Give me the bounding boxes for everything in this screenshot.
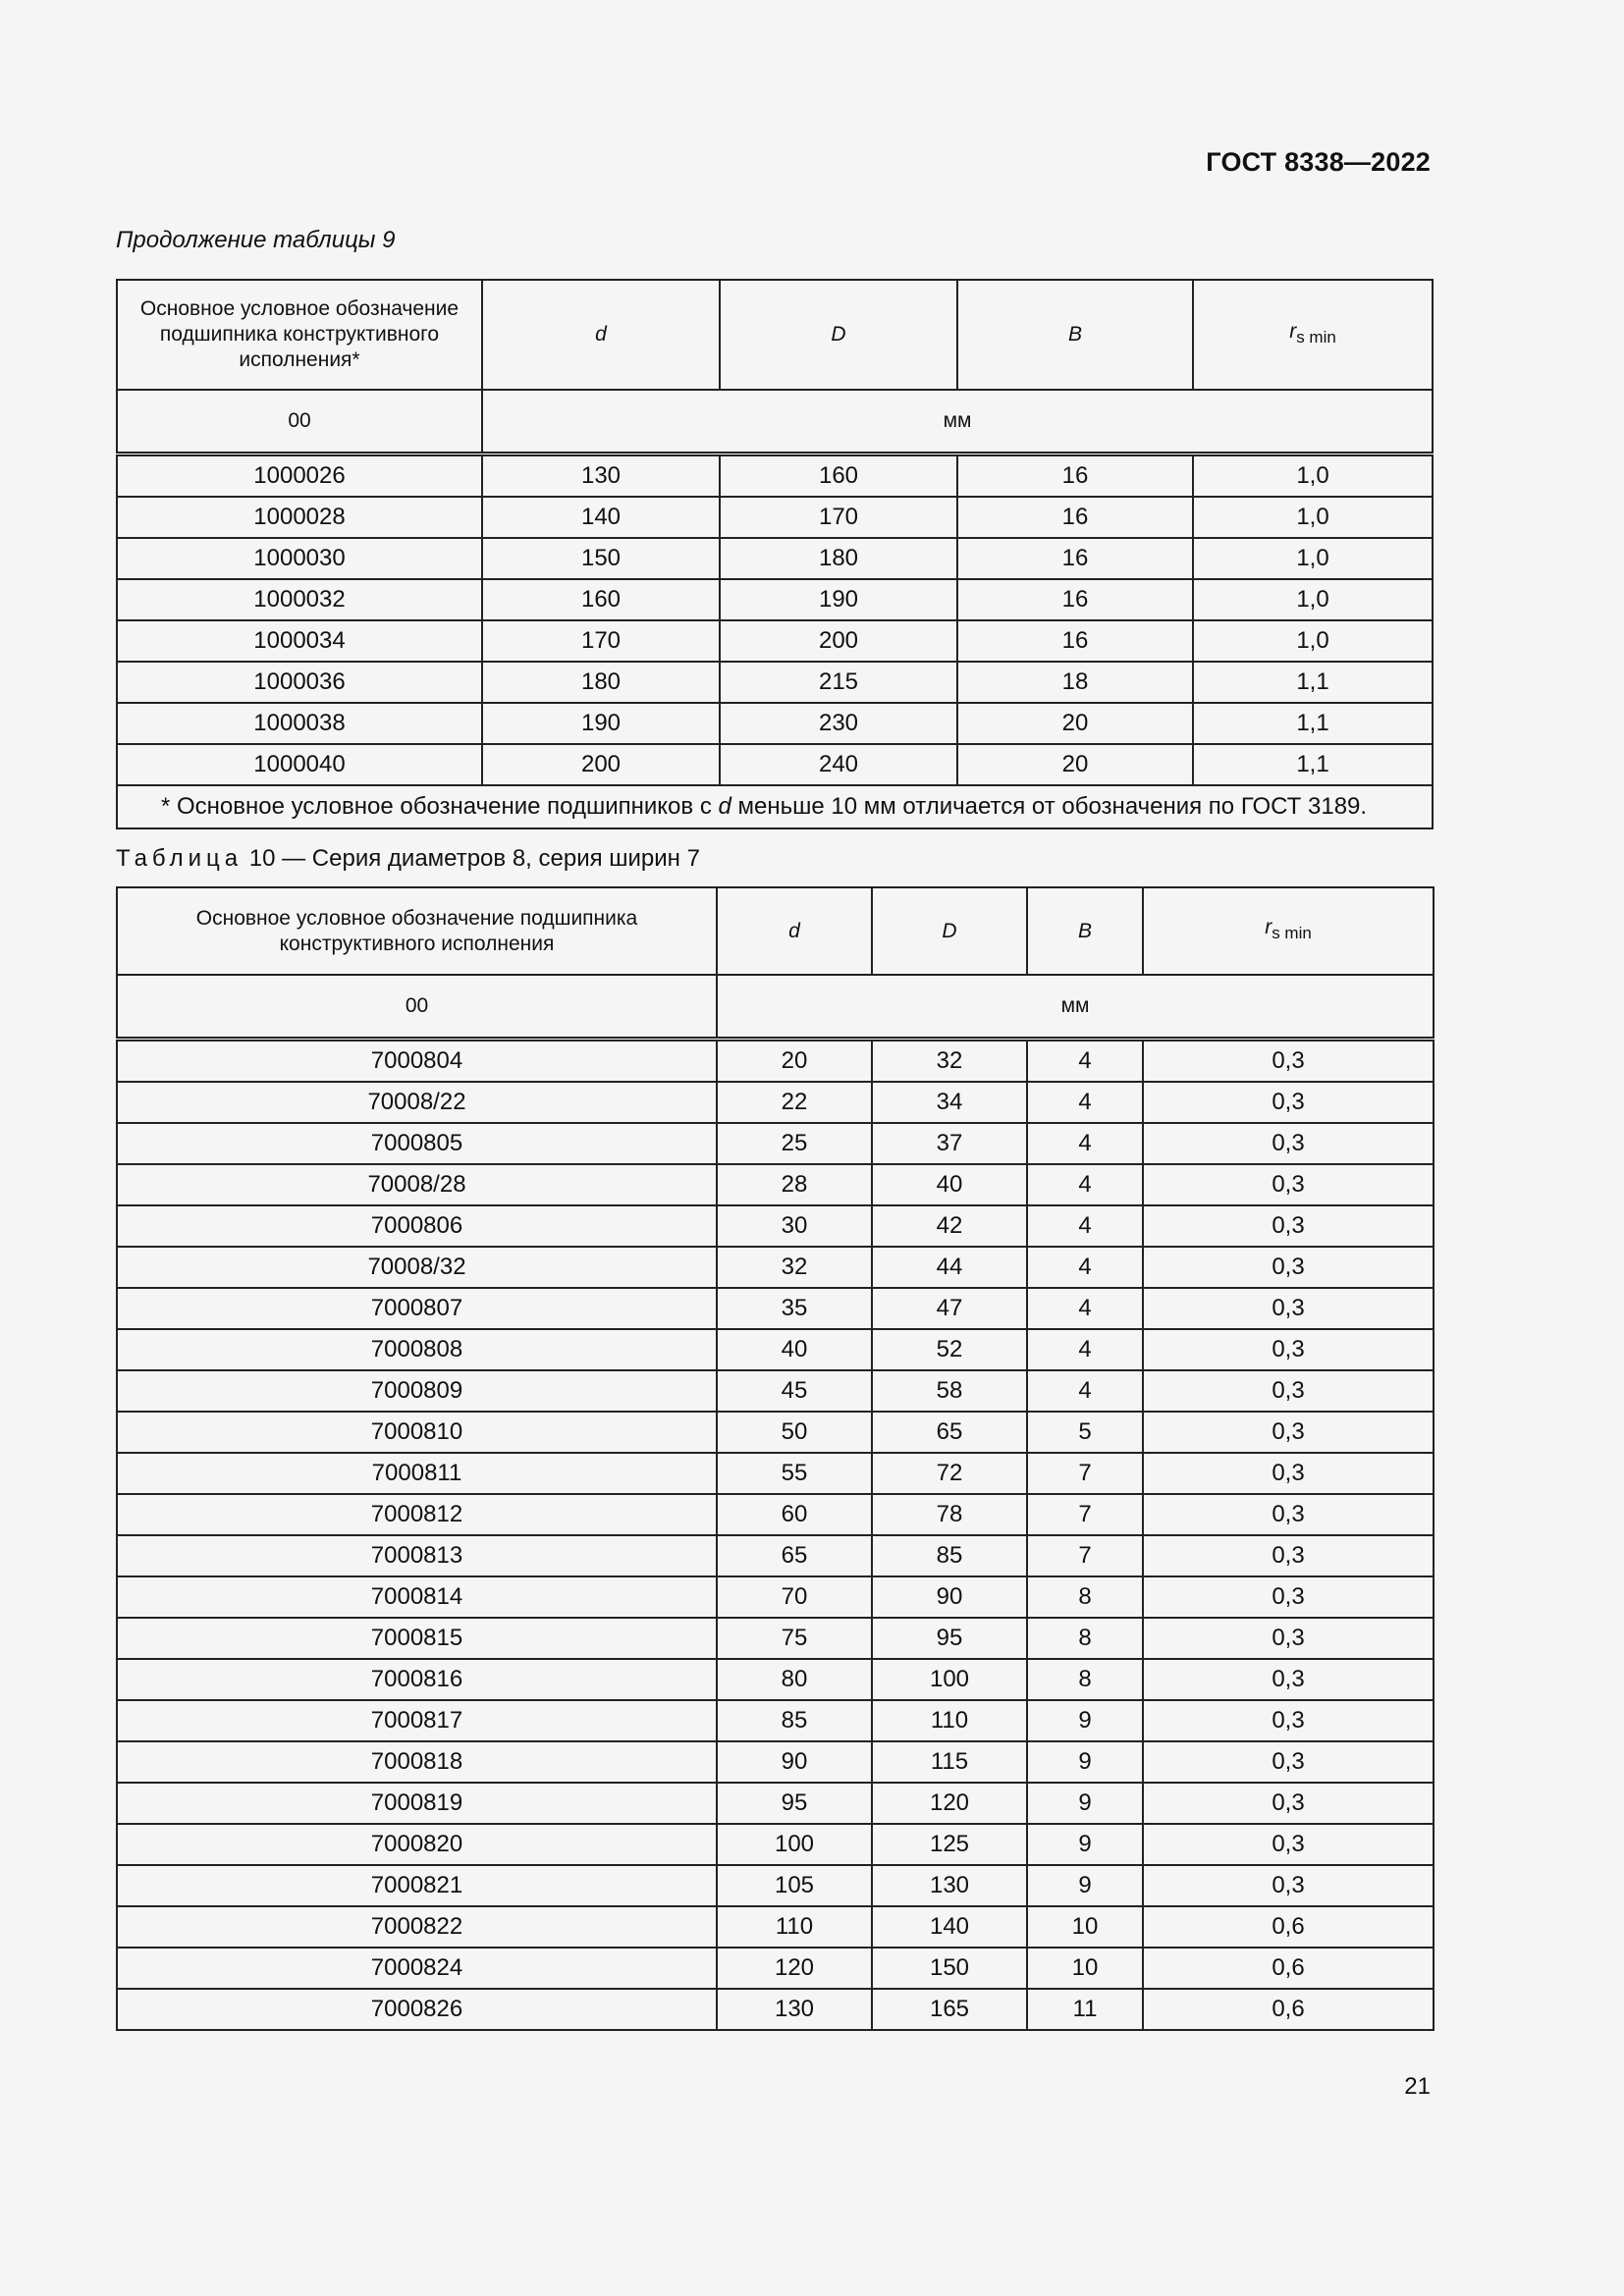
cell-designation: 7000816 <box>117 1659 717 1700</box>
cell-D: 47 <box>872 1288 1027 1329</box>
table-row <box>117 579 1433 620</box>
cell-designation: 7000824 <box>117 1948 717 1989</box>
table10-caption <box>116 845 700 873</box>
table-row <box>117 1370 1434 1412</box>
col-header-rsmin <box>1193 280 1433 390</box>
table-row <box>117 1205 1434 1247</box>
cell-rsmin: 0,6 <box>1143 1989 1434 2030</box>
cell-d: 80 <box>717 1659 872 1700</box>
cell-D: 180 <box>720 538 957 579</box>
cell-rsmin: 1,0 <box>1193 579 1433 620</box>
cell-designation: 7000807 <box>117 1288 717 1329</box>
cell-D: 52 <box>872 1329 1027 1370</box>
cell-D: 120 <box>872 1783 1027 1824</box>
cell-B: 9 <box>1027 1783 1143 1824</box>
cell-D: 165 <box>872 1989 1027 2030</box>
cell-B: 20 <box>957 703 1193 744</box>
cell-d: 40 <box>717 1329 872 1370</box>
units-designation: 00 <box>117 975 717 1040</box>
cell-rsmin: 0,3 <box>1143 1288 1434 1329</box>
cell-d: 35 <box>717 1288 872 1329</box>
units-designation: 00 <box>117 390 482 454</box>
cell-designation: 1000038 <box>117 703 482 744</box>
cell-designation: 70008/22 <box>117 1082 717 1123</box>
cell-B: 18 <box>957 662 1193 703</box>
cell-designation: 70008/32 <box>117 1247 717 1288</box>
cell-D: 150 <box>872 1948 1027 1989</box>
table-9 <box>116 279 1434 829</box>
cell-D: 200 <box>720 620 957 662</box>
cell-B: 9 <box>1027 1824 1143 1865</box>
cell-d: 50 <box>717 1412 872 1453</box>
cell-D: 40 <box>872 1164 1027 1205</box>
rsmin-symbol: r <box>1265 916 1272 939</box>
table9-footnote <box>117 785 1433 828</box>
cell-rsmin: 0,3 <box>1143 1741 1434 1783</box>
cell-D: 190 <box>720 579 957 620</box>
cell-B: 4 <box>1027 1082 1143 1123</box>
cell-d: 28 <box>717 1164 872 1205</box>
cell-d: 85 <box>717 1700 872 1741</box>
cell-B: 4 <box>1027 1288 1143 1329</box>
table-row <box>117 497 1433 538</box>
table-row <box>117 1783 1434 1824</box>
table-row <box>117 1453 1434 1494</box>
cell-D: 140 <box>872 1906 1027 1948</box>
table-row <box>117 1247 1434 1288</box>
table-row <box>117 1659 1434 1700</box>
cell-rsmin: 0,3 <box>1143 1824 1434 1865</box>
cell-d: 55 <box>717 1453 872 1494</box>
table-row <box>117 538 1433 579</box>
cell-designation: 7000806 <box>117 1205 717 1247</box>
cell-D: 95 <box>872 1618 1027 1659</box>
cell-B: 20 <box>957 744 1193 785</box>
cell-d: 120 <box>717 1948 872 1989</box>
cell-d: 105 <box>717 1865 872 1906</box>
table-row <box>117 1494 1434 1535</box>
cell-B: 4 <box>1027 1329 1143 1370</box>
cell-d: 130 <box>717 1989 872 2030</box>
cell-rsmin: 0,3 <box>1143 1576 1434 1618</box>
cell-designation: 1000034 <box>117 620 482 662</box>
cell-d: 180 <box>482 662 720 703</box>
table-10 <box>116 886 1435 2031</box>
cell-designation: 7000820 <box>117 1824 717 1865</box>
cell-rsmin: 1,0 <box>1193 454 1433 498</box>
cell-B: 9 <box>1027 1865 1143 1906</box>
table10-caption-word: Таблица <box>116 845 244 872</box>
cell-designation: 7000804 <box>117 1040 717 1083</box>
cell-designation: 7000819 <box>117 1783 717 1824</box>
col-header-d: d <box>717 887 872 975</box>
cell-d: 190 <box>482 703 720 744</box>
table-row <box>117 1700 1434 1741</box>
table-row <box>117 1535 1434 1576</box>
table-row <box>117 1948 1434 1989</box>
cell-rsmin: 0,3 <box>1143 1865 1434 1906</box>
cell-d: 95 <box>717 1783 872 1824</box>
cell-designation: 1000030 <box>117 538 482 579</box>
rsmin-symbol: r <box>1289 319 1297 343</box>
cell-B: 8 <box>1027 1576 1143 1618</box>
rsmin-subscript: s min <box>1272 924 1312 943</box>
cell-rsmin: 0,3 <box>1143 1082 1434 1123</box>
cell-designation: 70008/28 <box>117 1164 717 1205</box>
table-row <box>117 1865 1434 1906</box>
col-header-d: d <box>482 280 720 390</box>
page-number: 21 <box>1404 2073 1431 2100</box>
cell-B: 4 <box>1027 1205 1143 1247</box>
cell-B: 8 <box>1027 1618 1143 1659</box>
cell-d: 45 <box>717 1370 872 1412</box>
cell-B: 11 <box>1027 1989 1143 2030</box>
cell-designation: 7000822 <box>117 1906 717 1948</box>
table-row <box>117 744 1433 785</box>
cell-rsmin: 0,6 <box>1143 1948 1434 1989</box>
cell-B: 16 <box>957 579 1193 620</box>
cell-rsmin: 0,3 <box>1143 1700 1434 1741</box>
cell-designation: 7000812 <box>117 1494 717 1535</box>
cell-d: 110 <box>717 1906 872 1948</box>
cell-D: 215 <box>720 662 957 703</box>
cell-D: 115 <box>872 1741 1027 1783</box>
cell-D: 78 <box>872 1494 1027 1535</box>
table9-units-row <box>117 390 1433 454</box>
cell-rsmin: 0,3 <box>1143 1783 1434 1824</box>
cell-B: 5 <box>1027 1412 1143 1453</box>
cell-D: 58 <box>872 1370 1027 1412</box>
table-row <box>117 620 1433 662</box>
cell-designation: 7000821 <box>117 1865 717 1906</box>
cell-D: 230 <box>720 703 957 744</box>
cell-d: 75 <box>717 1618 872 1659</box>
cell-d: 20 <box>717 1040 872 1083</box>
table-row <box>117 1123 1434 1164</box>
cell-D: 170 <box>720 497 957 538</box>
table10-caption-rest: 10 — Серия диаметров 8, серия ширин 7 <box>243 845 700 872</box>
col-header-designation: Основное условное обозначение подшипника конструктивного исполнения* <box>117 280 482 390</box>
cell-B: 9 <box>1027 1700 1143 1741</box>
cell-designation: 1000032 <box>117 579 482 620</box>
cell-rsmin: 1,1 <box>1193 744 1433 785</box>
table-row <box>117 1989 1434 2030</box>
cell-designation: 1000028 <box>117 497 482 538</box>
table-row <box>117 1082 1434 1123</box>
cell-rsmin: 0,3 <box>1143 1618 1434 1659</box>
cell-rsmin: 0,3 <box>1143 1453 1434 1494</box>
cell-d: 25 <box>717 1123 872 1164</box>
cell-D: 37 <box>872 1123 1027 1164</box>
cell-rsmin: 0,3 <box>1143 1494 1434 1535</box>
cell-d: 150 <box>482 538 720 579</box>
cell-B: 10 <box>1027 1948 1143 1989</box>
cell-d: 30 <box>717 1205 872 1247</box>
cell-D: 44 <box>872 1247 1027 1288</box>
cell-rsmin: 0,3 <box>1143 1329 1434 1370</box>
footnote-text-a: * Основное условное обозначение подшипников с <box>161 793 719 820</box>
cell-B: 16 <box>957 538 1193 579</box>
table10-units-row <box>117 975 1434 1040</box>
table9-header-row <box>117 280 1433 390</box>
cell-rsmin: 0,3 <box>1143 1247 1434 1288</box>
cell-designation: 7000811 <box>117 1453 717 1494</box>
cell-B: 4 <box>1027 1247 1143 1288</box>
cell-d: 65 <box>717 1535 872 1576</box>
cell-B: 16 <box>957 620 1193 662</box>
table-row <box>117 1741 1434 1783</box>
cell-d: 140 <box>482 497 720 538</box>
cell-designation: 7000805 <box>117 1123 717 1164</box>
cell-d: 130 <box>482 454 720 498</box>
cell-D: 125 <box>872 1824 1027 1865</box>
table-row <box>117 1040 1434 1083</box>
cell-D: 110 <box>872 1700 1027 1741</box>
cell-rsmin: 0,3 <box>1143 1412 1434 1453</box>
cell-rsmin: 0,6 <box>1143 1906 1434 1948</box>
cell-B: 4 <box>1027 1040 1143 1083</box>
rsmin-subscript: s min <box>1296 328 1336 347</box>
cell-d: 160 <box>482 579 720 620</box>
cell-designation: 7000808 <box>117 1329 717 1370</box>
cell-B: 16 <box>957 454 1193 498</box>
cell-B: 8 <box>1027 1659 1143 1700</box>
table10-header-row <box>117 887 1434 975</box>
table-row <box>117 1412 1434 1453</box>
cell-rsmin: 1,0 <box>1193 620 1433 662</box>
table-row <box>117 1906 1434 1948</box>
cell-rsmin: 1,1 <box>1193 662 1433 703</box>
cell-d: 170 <box>482 620 720 662</box>
footnote-d-symbol: d <box>718 793 731 820</box>
cell-D: 160 <box>720 454 957 498</box>
standard-code: ГОСТ 8338—2022 <box>1206 147 1431 177</box>
cell-D: 130 <box>872 1865 1027 1906</box>
cell-B: 4 <box>1027 1164 1143 1205</box>
table-row <box>117 1329 1434 1370</box>
table-row <box>117 1824 1434 1865</box>
cell-d: 22 <box>717 1082 872 1123</box>
cell-d: 100 <box>717 1824 872 1865</box>
cell-B: 10 <box>1027 1906 1143 1948</box>
table9-footnote-row <box>117 785 1433 828</box>
cell-designation: 1000036 <box>117 662 482 703</box>
cell-D: 42 <box>872 1205 1027 1247</box>
cell-d: 200 <box>482 744 720 785</box>
cell-designation: 7000818 <box>117 1741 717 1783</box>
cell-designation: 7000813 <box>117 1535 717 1576</box>
cell-rsmin: 0,3 <box>1143 1164 1434 1205</box>
cell-d: 90 <box>717 1741 872 1783</box>
cell-designation: 7000810 <box>117 1412 717 1453</box>
cell-rsmin: 0,3 <box>1143 1205 1434 1247</box>
cell-designation: 1000026 <box>117 454 482 498</box>
table-row <box>117 1618 1434 1659</box>
cell-rsmin: 0,3 <box>1143 1370 1434 1412</box>
cell-designation: 7000817 <box>117 1700 717 1741</box>
cell-D: 65 <box>872 1412 1027 1453</box>
footnote-text-b: меньше 10 мм отличается от обозначения по ГОСТ 3189. <box>731 793 1368 820</box>
cell-rsmin: 0,3 <box>1143 1659 1434 1700</box>
cell-D: 34 <box>872 1082 1027 1123</box>
col-header-B: B <box>1027 887 1143 975</box>
cell-d: 60 <box>717 1494 872 1535</box>
cell-B: 7 <box>1027 1494 1143 1535</box>
cell-rsmin: 1,1 <box>1193 703 1433 744</box>
table-row <box>117 454 1433 498</box>
col-header-D: D <box>872 887 1027 975</box>
cell-rsmin: 0,3 <box>1143 1535 1434 1576</box>
cell-d: 32 <box>717 1247 872 1288</box>
cell-D: 72 <box>872 1453 1027 1494</box>
col-header-designation: Основное условное обозначение подшипника конструктивного исполнения <box>117 887 717 975</box>
col-header-D: D <box>720 280 957 390</box>
table9-caption: Продолжение таблицы 9 <box>116 227 396 253</box>
units-mm: мм <box>482 390 1433 454</box>
cell-D: 90 <box>872 1576 1027 1618</box>
cell-designation: 7000814 <box>117 1576 717 1618</box>
cell-designation: 7000815 <box>117 1618 717 1659</box>
table-row <box>117 703 1433 744</box>
cell-D: 85 <box>872 1535 1027 1576</box>
cell-D: 32 <box>872 1040 1027 1083</box>
table-row <box>117 662 1433 703</box>
cell-designation: 1000040 <box>117 744 482 785</box>
cell-B: 4 <box>1027 1370 1143 1412</box>
units-mm: мм <box>717 975 1434 1040</box>
cell-D: 100 <box>872 1659 1027 1700</box>
cell-rsmin: 1,0 <box>1193 538 1433 579</box>
cell-B: 7 <box>1027 1535 1143 1576</box>
cell-B: 4 <box>1027 1123 1143 1164</box>
cell-B: 9 <box>1027 1741 1143 1783</box>
cell-designation: 7000809 <box>117 1370 717 1412</box>
cell-rsmin: 1,0 <box>1193 497 1433 538</box>
table-row <box>117 1576 1434 1618</box>
cell-B: 7 <box>1027 1453 1143 1494</box>
table-row <box>117 1288 1434 1329</box>
cell-designation: 7000826 <box>117 1989 717 2030</box>
table-row <box>117 1164 1434 1205</box>
cell-rsmin: 0,3 <box>1143 1040 1434 1083</box>
cell-d: 70 <box>717 1576 872 1618</box>
cell-B: 16 <box>957 497 1193 538</box>
col-header-B: B <box>957 280 1193 390</box>
cell-D: 240 <box>720 744 957 785</box>
cell-rsmin: 0,3 <box>1143 1123 1434 1164</box>
col-header-rsmin <box>1143 887 1434 975</box>
